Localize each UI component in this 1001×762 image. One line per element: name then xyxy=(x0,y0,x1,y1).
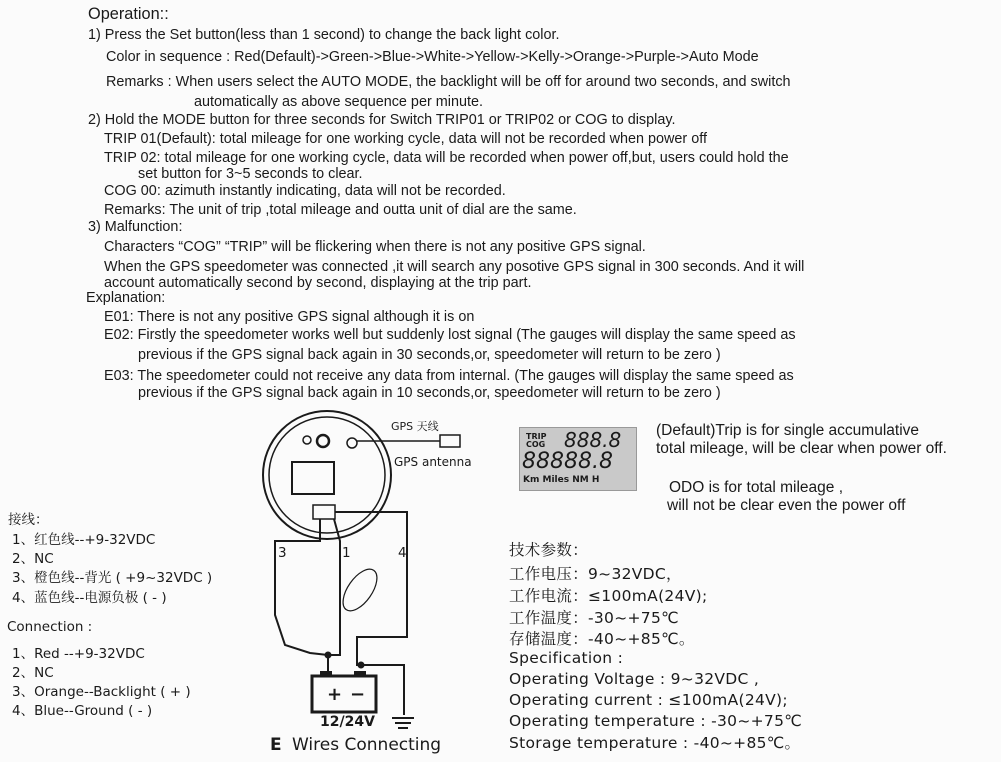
op-line: Explanation: xyxy=(86,289,166,306)
op-line: When the GPS speedometer was connected ,it will search any posotive GPS signal in 300 seconds. And it will xyxy=(104,258,805,275)
connection-item: 2、NC xyxy=(12,665,54,681)
diagram-caption: Wires Connecting xyxy=(292,735,442,755)
op-line: TRIP 02: total mileage for one working cycle, data will be recorded when power off,but, users could hold the xyxy=(104,149,789,166)
op-line: E01: There is not any positive GPS signal although it is on xyxy=(104,308,475,325)
op-line: Color in sequence : Red(Default)->Green->Blue->White->Yellow->Kelly->Orange->Purple->Auto Mode xyxy=(106,48,759,65)
connection-item: 4、Blue--Ground ( - ) xyxy=(12,703,153,719)
op-line: COG 00: azimuth instantly indicating, data will not be recorded. xyxy=(104,182,506,199)
spec-line: Operating temperature : -30~+75℃ xyxy=(509,712,802,730)
op-line: previous if the GPS signal back again in 10 seconds,or, speedometer will return to be zero ) xyxy=(138,384,721,401)
gps-label-en: GPS antenna xyxy=(394,455,472,469)
wiring-cn-item: 3、橙色线--背光 ( +9~32VDC ) xyxy=(12,570,213,586)
connector xyxy=(313,505,335,519)
key-switch xyxy=(336,563,383,616)
wiring-cn-item: 2、NC xyxy=(12,551,54,567)
gps-label-cn: GPS 天线 xyxy=(391,420,439,433)
spec-line: 工作电压：9~32VDC， xyxy=(509,565,682,583)
lcd-odo-digits: 88888.8 xyxy=(522,449,613,474)
spec-line: 工作电流：≤100mA(24V); xyxy=(509,587,708,605)
spec-line: Operating Voltage : 9~32VDC , xyxy=(509,670,760,688)
wire-label: 1 xyxy=(342,545,351,561)
lcd-cog-label: COG xyxy=(526,440,546,449)
battery xyxy=(312,676,376,712)
spec-line: 存储温度：-40~+85℃。 xyxy=(509,630,695,648)
odo-note: ODO is for total mileage , xyxy=(669,479,844,496)
wiring-cn-heading: 接线： xyxy=(8,512,49,528)
op-line: 3) Malfunction: xyxy=(88,218,183,235)
op-line: 2) Hold the MODE button for three seconds for Switch TRIP01 or TRIP02 or COG to display. xyxy=(88,111,676,128)
connection-item: 3、Orange--Backlight ( + ) xyxy=(12,684,191,700)
spec-line: 工作温度：-30~+75℃ xyxy=(509,609,679,627)
caption-letter: E xyxy=(270,735,282,755)
battery-plus: + xyxy=(327,684,343,705)
op-line: previous if the GPS signal back again in 30 seconds,or, speedometer will return to be zero ) xyxy=(138,346,721,363)
lcd-units: Km Miles NM H xyxy=(523,475,600,485)
odo-note: will not be clear even the power off xyxy=(667,497,906,514)
op-line: account automatically second by second, displaying at the trip part. xyxy=(104,274,532,291)
battery-minus: − xyxy=(350,684,366,705)
operation-heading: Operation:: xyxy=(88,4,169,23)
spec-line: Operating current : ≤100mA(24V); xyxy=(509,691,788,709)
op-line: TRIP 01(Default): total mileage for one working cycle, data will not be recorded when power off xyxy=(104,130,707,147)
connection-item: 1、Red --+9-32VDC xyxy=(12,646,145,662)
op-line: Characters “COG” “TRIP” will be flickering when there is not any positive GPS signal. xyxy=(104,238,646,255)
op-line: E03: The speedometer could not receive any data from internal. (The gauges will display the same speed as xyxy=(104,367,794,384)
wiring-cn-item: 4、蓝色线--电源负极 ( - ) xyxy=(12,590,167,606)
op-line: E02: Firstly the speedometer works well but suddenly lost signal (The gauges will display the same speed as xyxy=(104,326,796,343)
connection-heading: Connection : xyxy=(7,619,93,635)
spec-line: Storage temperature : -40~+85℃。 xyxy=(509,734,801,752)
spec-line: 技术参数： xyxy=(509,541,589,559)
op-line: Remarks: The unit of trip ,total mileage and outta unit of dial are the same. xyxy=(104,201,577,218)
gauge-display xyxy=(292,462,334,494)
trip-note: (Default)Trip is for single accumulative xyxy=(656,422,920,439)
gauge-outline xyxy=(263,411,391,539)
wire-label: 4 xyxy=(398,545,407,561)
spec-line: Specification : xyxy=(509,649,624,667)
gps-antenna-plug xyxy=(440,435,460,447)
op-line: Remarks : When users select the AUTO MODE, the backlight will be off for around two seconds, and switch xyxy=(106,73,791,90)
lcd-trip-digits: 888.8 xyxy=(564,428,622,452)
lcd-display xyxy=(519,427,637,491)
trip-note: total mileage, will be clear when power off. xyxy=(656,440,947,457)
op-line: automatically as above sequence per minute. xyxy=(194,93,483,110)
battery-voltage: 12/24V xyxy=(320,714,375,730)
op-line: set button for 3~5 seconds to clear. xyxy=(138,165,363,182)
op-line: 1) Press the Set button(less than 1 second) to change the back light color. xyxy=(88,26,560,43)
wire-label: 3 xyxy=(278,545,287,561)
wiring-cn-item: 1、红色线--+9-32VDC xyxy=(12,532,156,548)
lcd-trip-label: TRIP xyxy=(526,432,547,441)
